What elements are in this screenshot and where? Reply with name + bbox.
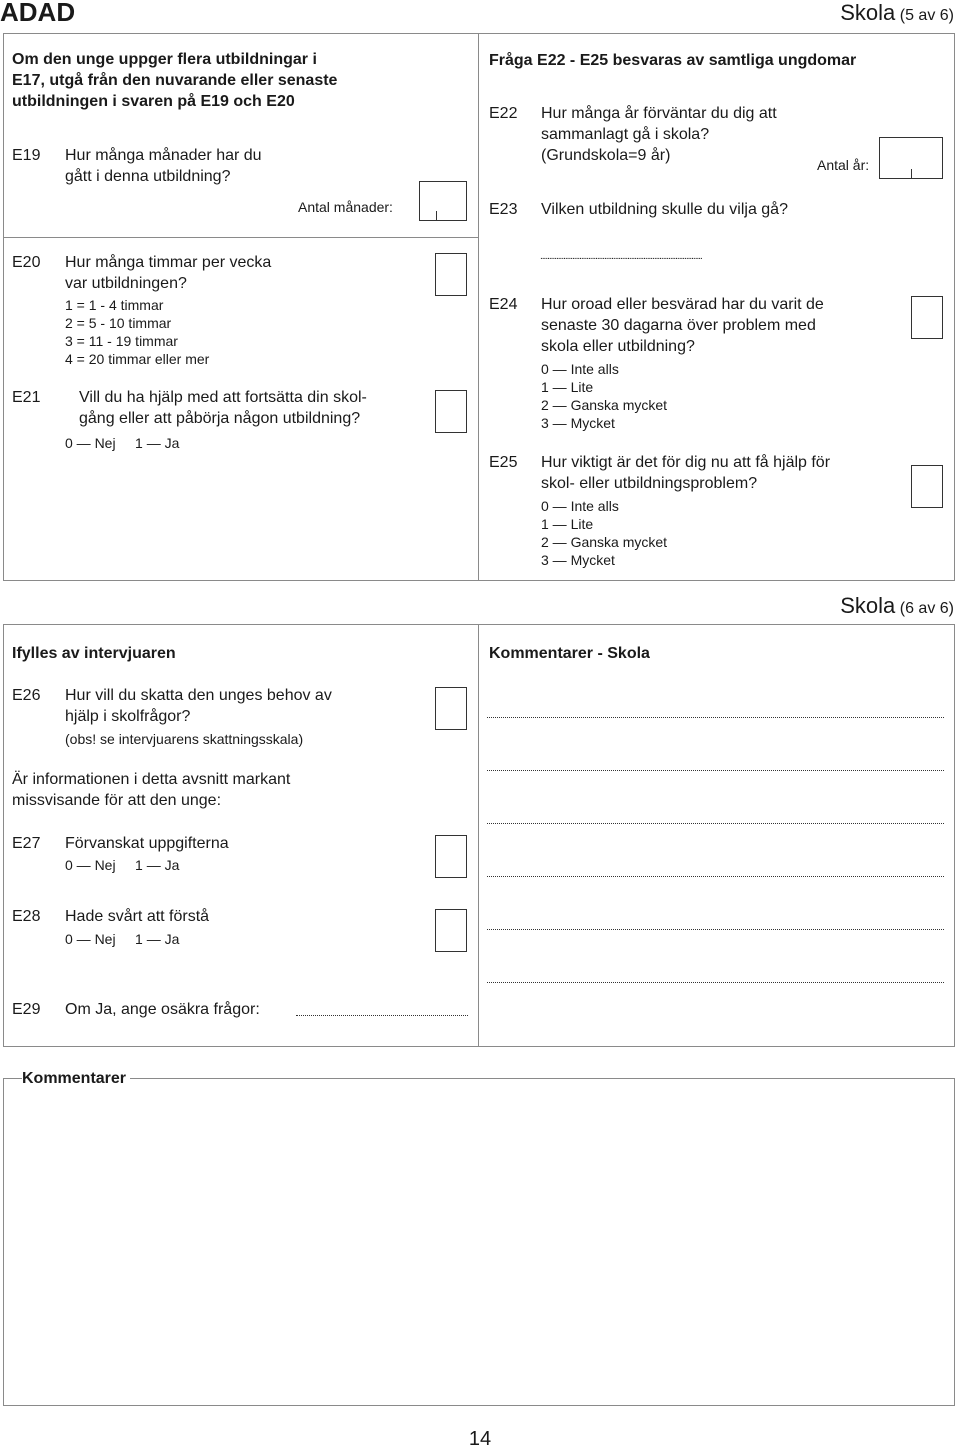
comments-frame[interactable]: [3, 1078, 955, 1406]
question-number-e29: E29: [12, 1001, 41, 1018]
page-number: 14: [468, 1428, 492, 1450]
question-number-e26: E26: [12, 687, 41, 704]
misleading-question: Är informationen i detta avsnitt markant missvisande för att den unge:: [12, 771, 291, 809]
question-number-e21: E21: [12, 389, 41, 406]
e21-answer-box[interactable]: [435, 390, 467, 433]
e28-options: 0 — Nej 1 — Ja: [65, 931, 180, 947]
question-e28-text: Hade svårt att förstå: [65, 908, 210, 925]
question-number-e24: E24: [489, 296, 518, 313]
question-e25-text: Hur viktigt är det för dig nu att få hjälp för skol- eller utbildningsproblem?: [541, 454, 831, 492]
form-code: ADAD: [0, 0, 76, 27]
section-page-2: (6 av 6): [899, 600, 954, 617]
question-e23-text: Vilken utbildning skulle du vilja gå?: [541, 201, 788, 218]
comments-skola-heading: Kommentarer - Skola: [489, 645, 650, 662]
row-divider: [3, 237, 479, 238]
section-instruction: Fråga E22 - E25 besvaras av samtliga ungdomar: [489, 52, 857, 69]
e25-answer-box[interactable]: [911, 465, 943, 508]
question-number-e28: E28: [12, 908, 41, 925]
comment-line[interactable]: [487, 716, 944, 718]
column-divider: [478, 33, 479, 581]
e24-options: 0 — Inte alls 1 — Lite 2 — Ganska mycket 3 — Mycket: [541, 361, 668, 431]
comments-heading-bold: Kommentarer: [22, 1068, 130, 1089]
comment-line[interactable]: [487, 928, 944, 930]
e20-answer-box[interactable]: [435, 253, 467, 296]
comment-line[interactable]: [487, 981, 944, 983]
e27-answer-box[interactable]: [435, 835, 467, 878]
e27-options: 0 — Nej 1 — Ja: [65, 857, 180, 873]
intro-text: Om den unge uppger flera utbildningar i E17, utgå från den nuvarande eller senaste utbildningen i svaren på E19 och E20: [12, 51, 338, 110]
question-e22-text: Hur många år förväntar du dig att sammanlagt gå i skola? (Grundskola=9 år): [541, 105, 777, 164]
comment-line[interactable]: [487, 769, 944, 771]
question-e26-text: Hur vill du skatta den unges behov av hjälp i skolfrågor?: [65, 687, 332, 725]
question-number-e22: E22: [489, 105, 518, 122]
question-e24-text: Hur oroad eller besvärad har du varit de senaste 30 dagarna över problem med skola eller utbildning?: [541, 296, 824, 355]
unit-label-months: Antal månader:: [298, 199, 393, 215]
e23-answer-line[interactable]: ...........................................................................................: [540, 252, 702, 262]
section-header: [840, 0, 954, 26]
e24-answer-box[interactable]: [911, 296, 943, 339]
digit-separator: [436, 211, 437, 221]
question-e29-text: Om Ja, ange osäkra frågor:: [65, 1001, 260, 1018]
comment-line[interactable]: [487, 875, 944, 877]
e20-options: 1 = 1 - 4 timmar 2 = 5 - 10 timmar 3 = 11 - 19 timmar 4 = 20 timmar eller mer: [65, 297, 210, 367]
question-number-e23: E23: [489, 201, 518, 218]
question-e21-text: Vill du ha hjälp med att fortsätta din skol- gång eller att påbörja någon utbildning?: [79, 389, 367, 427]
e28-answer-box[interactable]: [435, 909, 467, 952]
question-e19-text: Hur många månader har du gått i denna utbildning?: [65, 147, 262, 185]
section-header-2: [840, 593, 954, 619]
e25-options: 0 — Inte alls 1 — Lite 2 — Ganska mycket 3 — Mycket: [541, 498, 668, 568]
e26-note: (obs! se intervjuarens skattningsskala): [65, 731, 304, 747]
question-number-e27: E27: [12, 835, 41, 852]
section-page: (5 av 6): [899, 7, 954, 24]
question-number-e20: E20: [12, 254, 41, 271]
section-title-2: Skola: [840, 593, 896, 618]
e21-options: 0 — Nej 1 — Ja: [65, 435, 180, 451]
interviewer-heading: Ifylles av intervjuaren: [12, 645, 176, 662]
column-divider-2: [478, 624, 479, 1047]
e26-answer-box[interactable]: [435, 687, 467, 730]
e29-answer-line[interactable]: [296, 1014, 468, 1016]
comment-line[interactable]: [487, 822, 944, 824]
question-e20-text: Hur många timmar per vecka var utbildningen?: [65, 254, 272, 292]
question-number-e25: E25: [489, 454, 518, 471]
question-number-e19: E19: [12, 147, 41, 164]
unit-label-years: Antal år:: [817, 157, 870, 173]
digit-separator: [911, 169, 912, 179]
e19-answer-box[interactable]: [419, 181, 467, 221]
section-title: Skola: [840, 0, 896, 25]
question-e27-text: Förvanskat uppgifterna: [65, 835, 229, 852]
